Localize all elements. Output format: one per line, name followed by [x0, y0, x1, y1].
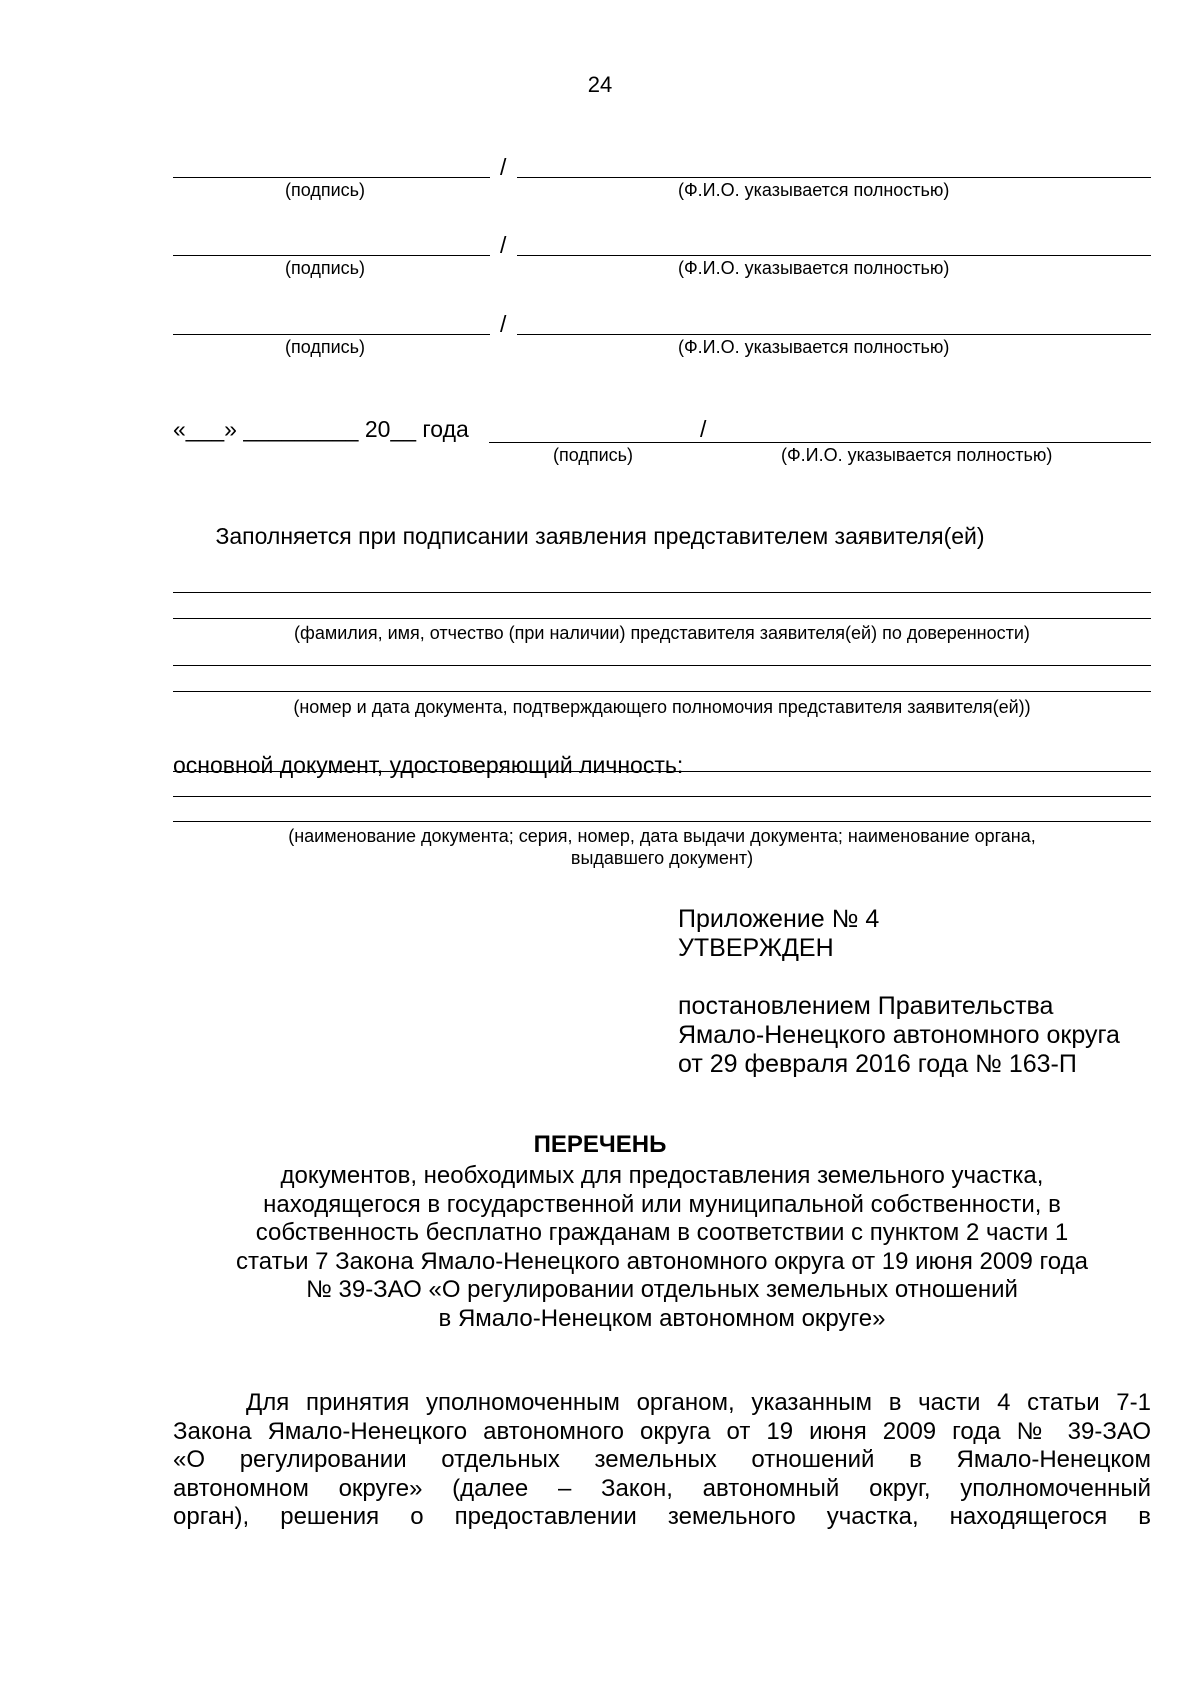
- caption-line: (наименование документа; серия, номер, дата выдачи документа; наименование органа,: [288, 826, 1036, 846]
- subtitle-line: документов, необходимых для предоставления земельного участка,: [280, 1162, 1044, 1189]
- subtitle-line: № 39-ЗАО «О регулировании отдельных земельных отношений: [306, 1276, 1018, 1303]
- paragraph-line: «О регулировании отдельных земельных отношений в Ямало-Ненецком: [173, 1446, 1151, 1473]
- appendix-approval-block: [678, 905, 1120, 1079]
- appendix-number: Приложение № 4: [678, 905, 880, 933]
- subtitle-line: статьи 7 Закона Ямало-Ненецкого автономного округа от 19 июня 2009 года: [236, 1247, 1088, 1275]
- paragraph-line: Для принятия уполномоченным органом, указанным в части 4 статьи 7-1: [246, 1389, 1151, 1416]
- fio-caption: (Ф.И.О. указывается полностью): [678, 258, 950, 278]
- fio-line: [517, 255, 1151, 256]
- paragraph-line: орган), решения о предоставлении земельного участка, находящегося в: [173, 1503, 1151, 1530]
- signature-line: [173, 334, 490, 335]
- fio-line: [517, 334, 1151, 335]
- blank-line: [173, 691, 1151, 692]
- caption-line: выдавшего документ): [570, 848, 754, 868]
- document-title: ПЕРЕЧЕНЬ: [533, 1131, 667, 1158]
- signature-caption: (подпись): [285, 258, 366, 278]
- fio-caption: (Ф.И.О. указывается полностью): [678, 180, 950, 200]
- blank-line: [173, 771, 1151, 772]
- signature-line: [173, 177, 490, 178]
- authority-document-caption: (номер и дата документа, подтверждающего полномочия представителя заявителя(ей)): [293, 697, 1031, 717]
- subtitle-line: в Ямало-Ненецком автономном округе»: [438, 1304, 886, 1332]
- signature-block-2: [173, 228, 1151, 278]
- separator-slash: /: [500, 154, 507, 180]
- decree-line: Ямало-Ненецкого автономного округа: [678, 1021, 1120, 1049]
- fio-line: [721, 442, 1151, 443]
- subtitle-line: находящегося в государственной или муниципальной собственности, в: [263, 1190, 1061, 1218]
- fio-line: [517, 177, 1151, 178]
- paragraph-line: автономном округе» (далее – Закон, автономный округ, уполномоченный: [173, 1474, 1151, 1502]
- document-subtitle: [173, 1162, 1151, 1333]
- separator-slash: /: [500, 232, 507, 258]
- separator-slash: /: [700, 416, 707, 442]
- signature-block-1: [173, 150, 1151, 200]
- id-document-label: основной документ, удостоверяющий личность:: [173, 752, 684, 778]
- signature-caption: (подпись): [553, 445, 634, 465]
- blank-line: [173, 618, 1151, 619]
- signature-caption: (подпись): [285, 180, 366, 200]
- id-document-caption: [173, 825, 1151, 869]
- signature-caption: (подпись): [285, 337, 366, 357]
- fio-caption: (Ф.И.О. указывается полностью): [781, 445, 1053, 465]
- decree-date: от 29 февраля 2016 года № 163-П: [678, 1050, 1077, 1078]
- signature-block-3: [173, 307, 1151, 357]
- subtitle-line: собственность бесплатно гражданам в соответствии с пунктом 2 части 1: [255, 1219, 1069, 1246]
- decree-line: постановлением Правительства: [678, 992, 1054, 1020]
- signature-line: [173, 255, 490, 256]
- blank-line: [173, 665, 1151, 666]
- representative-name-caption: (фамилия, имя, отчество (при наличии) представителя заявителя(ей) по доверенности): [294, 623, 1030, 643]
- date-field: «___» _________ 20__ года: [173, 416, 469, 442]
- date-signature-row: [173, 416, 1151, 476]
- approved-label: УТВЕРЖДЕН: [678, 934, 834, 962]
- body-paragraph: [173, 1389, 1151, 1532]
- fio-caption: (Ф.И.О. указывается полностью): [678, 337, 950, 357]
- page-number: 24: [587, 72, 613, 97]
- blank-line: [173, 592, 1151, 593]
- representative-heading: Заполняется при подписании заявления представителем заявителя(ей): [215, 523, 985, 549]
- separator-slash: /: [500, 311, 507, 337]
- blank-line: [173, 796, 1151, 797]
- blank-line: [173, 821, 1151, 822]
- paragraph-line: Закона Ямало-Ненецкого автономного округа от 19 июня 2009 года № 39-ЗАО: [173, 1417, 1151, 1445]
